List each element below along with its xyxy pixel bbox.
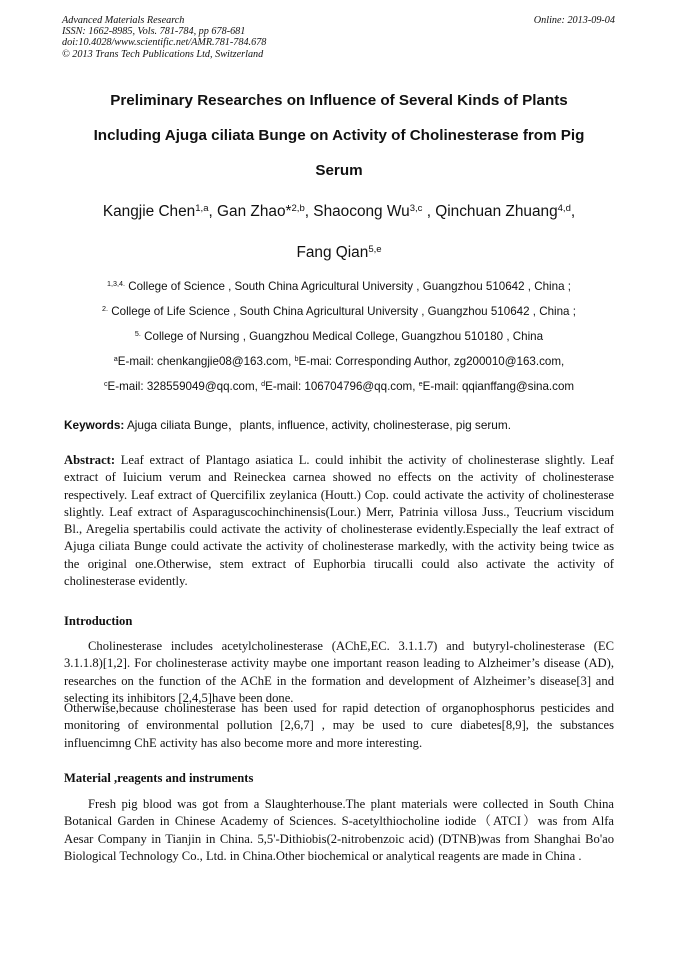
author-separator: , <box>570 203 576 220</box>
author-name: , Gan Zhao* <box>208 203 292 220</box>
author-name: , Shaocong Wu <box>304 203 410 220</box>
author-name: , Qinchuan Zhuang <box>422 203 558 220</box>
journal-metadata <box>62 15 266 60</box>
introduction-paragraph-2: Otherwise,because cholinesterase has been used for rapid detection of organophosphorus pesticides and monitoring of environmental pollution [2,6,7] , may be used to cure diabetes[8,9], the substances influencimng ChE activity has also become more and more interesting. <box>64 701 614 750</box>
keywords-label: Keywords: <box>64 418 125 432</box>
author-sup: 5,e <box>368 243 382 255</box>
introduction-heading: Introduction <box>64 614 133 628</box>
affiliation-3: $^{5.}$ College of Nursing , Guangzhou Medical College, Guangzhou 510180 , China <box>134 329 544 343</box>
paper-title-line-2: Including Ajuga ciliata Bunge on Activity of Cholinesterase from Pig <box>93 127 585 144</box>
author-sup: 3,c <box>409 202 423 214</box>
author-list-line-2 <box>60 244 618 262</box>
online-date: Online: 2013-09-04 <box>533 15 615 26</box>
author-sup: 4,d <box>557 202 571 214</box>
materials-heading: Material ,reagents and instruments <box>64 771 254 785</box>
author-name: Kangjie Chen <box>102 203 196 220</box>
affiliation-sup: 2. <box>102 304 109 314</box>
affiliation-1: $^{1,3,4.}$ College of Science , South China Agricultural University , Guangzhou 510642 , China ; <box>107 279 571 293</box>
introduction-paragraph-1: Cholinesterase includes acetylcholinesterase (AChE,EC. 3.1.1.7) and butyryl-cholinesterase (EC 3.1.1.8)[1,2]. For cholinesterase activity maybe one important reason leading to Alzheimer’s disease (AD), researches on the function of the AChE in the formation and development of Alzheimer’s disease[3] and selecting its inhibitors [2,4,5]have been done. <box>64 639 614 705</box>
email-line-2: $^c$E-mail: 328559049@qq.com, $^d$E-mail: 106704796@qq.com, $^e$E-mail: qqianffang@sina.com <box>103 379 575 393</box>
issn-line: ISSN: 1662-8985, Vols. 781-784, pp 678-681 <box>62 26 246 38</box>
doi-line: doi:10.4028/www.scientific.net/AMR.781-784.678 <box>62 37 267 49</box>
keywords-text: Ajuga ciliata Bunge，plants, influence, activity, cholinesterase, pig serum. <box>124 418 511 432</box>
affiliation-2: $^{2.}$ College of Life Science , South China Agricultural University , Guangzhou 510642 , China ; <box>102 304 576 318</box>
abstract <box>64 452 614 590</box>
author-sup: 1,a <box>195 202 209 214</box>
abstract-label: Abstract: <box>64 453 116 467</box>
abstract-text: Leaf extract of Plantago asiatica L. could inhibit the activity of cholinesterase slightly. Leaf extract of Iuicium verum and Reineckea carnea showed no effects on the activity of cholinesterase respectively. Leaf extract of Quercifilix zeylanica (Houtt.) Cop. could activate the activity of cholinesterase slightly. Leaf extract of Asparaguscochinchinensis(Lour.) Merr, Patrinia villosa Juss., Teucrium viscidum Bl., Aregelia spertabilis could activate the activity of cholinesterase evidently.Especially the leaf extract of Ajuga ciliata Bunge could activate the activity of cholinesterase markedly, with the activity being twice as the original one.Otherwise, stem extract of Euphorbia tirucalli could also activate the activity of cholinesterase evidently. <box>64 453 614 589</box>
copyright-line: © 2013 Trans Tech Publications Ltd, Switzerland <box>62 48 264 60</box>
affiliation-sup: 5. <box>134 329 141 339</box>
author-list <box>60 203 618 221</box>
paper-title-line-1: Preliminary Researches on Influence of Several Kinds of Plants <box>110 92 568 109</box>
paper-title-line-3: Serum <box>315 162 363 179</box>
email-line-1: $^a$E-mail: chenkangjie08@163.com, $^b$E-mai: Corresponding Author, zg200010@163.com, <box>113 354 565 368</box>
affiliation-sup: 1,3,4. <box>107 279 125 289</box>
materials-paragraph: Fresh pig blood was got from a Slaughterhouse.The plant materials were collected in South China Botanical Garden in Chinese Academy of Sciences. S-acetylthiocholine iodide（ATCI）was from Alfa Aesar Company in Tianjin in China. 5,5'-Dithiobis(2-nitrobenzoic acid) (DTNB)was from Shanghai Bo'ao Biological Technology Co., Ltd. in China.Other biochemical or analytical reagents are made in China . <box>64 797 614 863</box>
keywords <box>64 416 511 433</box>
journal-name: Advanced Materials Research <box>62 15 185 26</box>
author-sup: 2,b <box>291 202 305 214</box>
author-name: Fang Qian <box>296 244 369 261</box>
